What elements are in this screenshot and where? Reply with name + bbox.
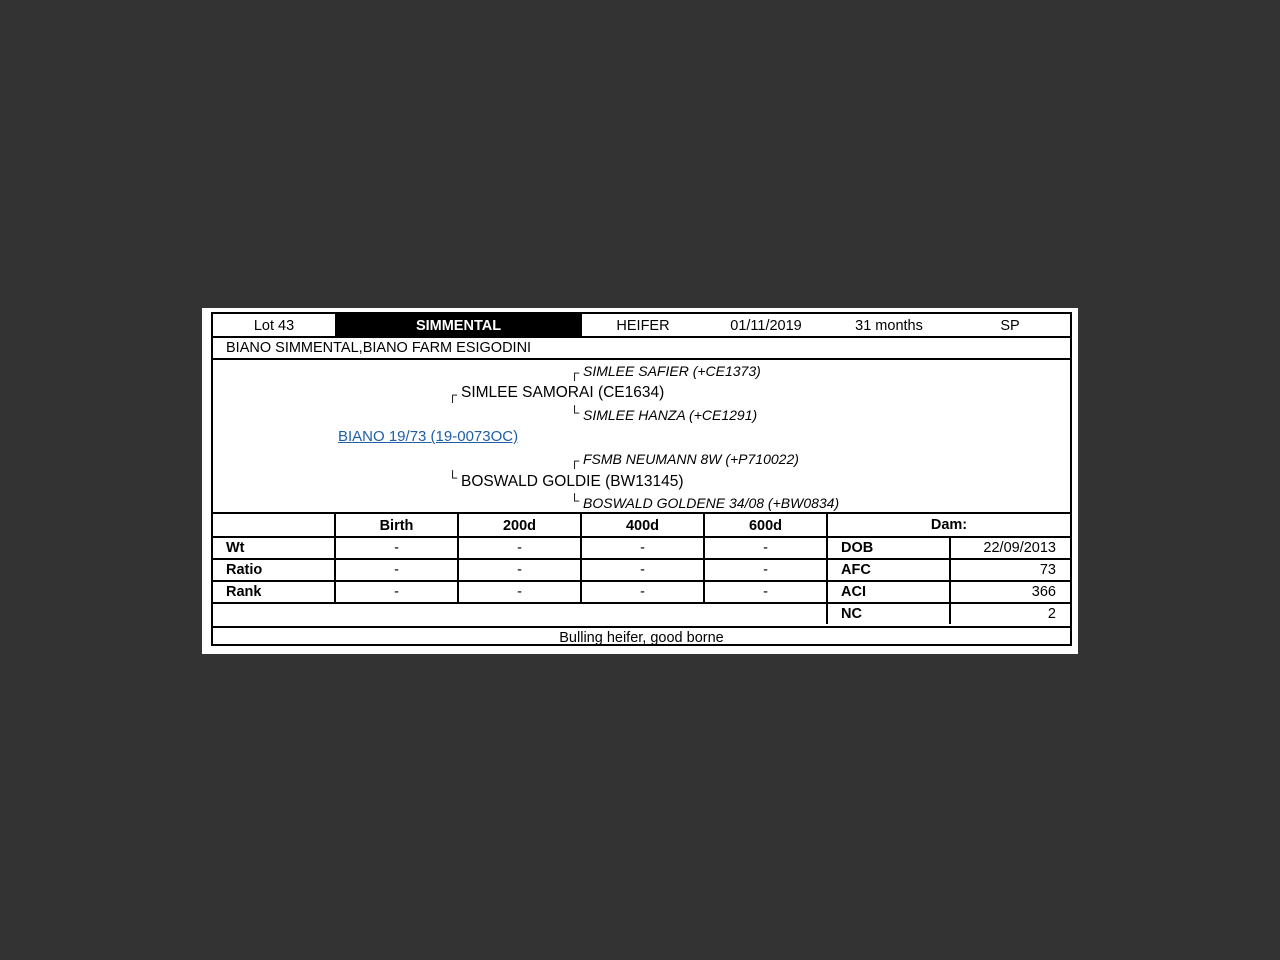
owner-name: BIANO SIMMENTAL,BIANO FARM ESIGODINI: [226, 340, 532, 356]
sex-label: HEIFER: [616, 318, 670, 334]
col-header-200d: 200d: [502, 518, 537, 534]
bracket-top-icon: ┌: [570, 365, 580, 380]
performance-grid: [213, 514, 1070, 624]
owner-row: [213, 338, 1070, 360]
table-cell: -: [640, 540, 645, 556]
lot-comment: Bulling heifer, good borne: [213, 626, 1070, 648]
dam-label-dob: DOB: [841, 540, 874, 556]
sire-dam: SIMLEE HANZA (+CE1291): [583, 407, 758, 423]
dam-sire: FSMB NEUMANN 8W (+P710022): [583, 451, 799, 467]
birth-date: 01/11/2019: [730, 318, 802, 334]
col-header-400d: 400d: [625, 518, 660, 534]
table-cell: -: [394, 540, 399, 556]
age-label: 31 months: [855, 318, 923, 334]
dam: BOSWALD GOLDIE (BW13145): [461, 473, 684, 490]
table-cell: -: [640, 584, 645, 600]
table-cell: -: [763, 562, 768, 578]
table-cell: -: [517, 584, 522, 600]
dam-label-aci: ACI: [841, 584, 866, 600]
row-label-rank: Rank: [226, 584, 262, 600]
pedigree-block: [213, 360, 1070, 514]
dam-label-nc: NC: [841, 606, 862, 622]
bracket-bottom-icon: └: [448, 470, 458, 485]
animal-id-link[interactable]: BIANO 19/73 (19-0073OC): [338, 428, 519, 445]
table-cell: -: [517, 540, 522, 556]
dam-value-afc: 73: [1039, 562, 1056, 578]
row-label-ratio: Ratio: [226, 562, 263, 578]
bracket-bottom-icon: └: [570, 405, 580, 420]
lot-number: Lot 43: [253, 318, 295, 334]
dam-value-aci: 366: [1031, 584, 1056, 600]
bracket-bottom-icon: └: [570, 493, 580, 508]
breed-label: SIMMENTAL: [336, 314, 581, 336]
dam-label-afc: AFC: [841, 562, 871, 578]
sire: SIMLEE SAMORAI (CE1634): [461, 384, 665, 401]
dam-value-nc: 2: [1047, 606, 1056, 622]
table-cell: -: [640, 562, 645, 578]
dam-header: Dam:: [930, 517, 968, 533]
col-header-600d: 600d: [748, 518, 783, 534]
table-cell: -: [394, 562, 399, 578]
table-cell: -: [517, 562, 522, 578]
table-cell: -: [763, 584, 768, 600]
table-cell: -: [763, 540, 768, 556]
sale-sheet: [202, 308, 1078, 654]
col-header-birth: Birth: [379, 518, 414, 534]
bracket-top-icon: ┌: [570, 453, 580, 468]
lot-header-row: [213, 314, 1070, 338]
table-cell: -: [394, 584, 399, 600]
dam-value-dob: 22/09/2013: [983, 540, 1056, 556]
bracket-top-icon: ┌: [448, 387, 458, 402]
row-label-wt: Wt: [226, 540, 245, 556]
dam-dam: BOSWALD GOLDENE 34/08 (+BW0834): [583, 495, 840, 511]
lot-card: [211, 312, 1072, 646]
sire-sire: SIMLEE SAFIER (+CE1373): [583, 363, 761, 379]
code-label: SP: [1000, 318, 1020, 334]
